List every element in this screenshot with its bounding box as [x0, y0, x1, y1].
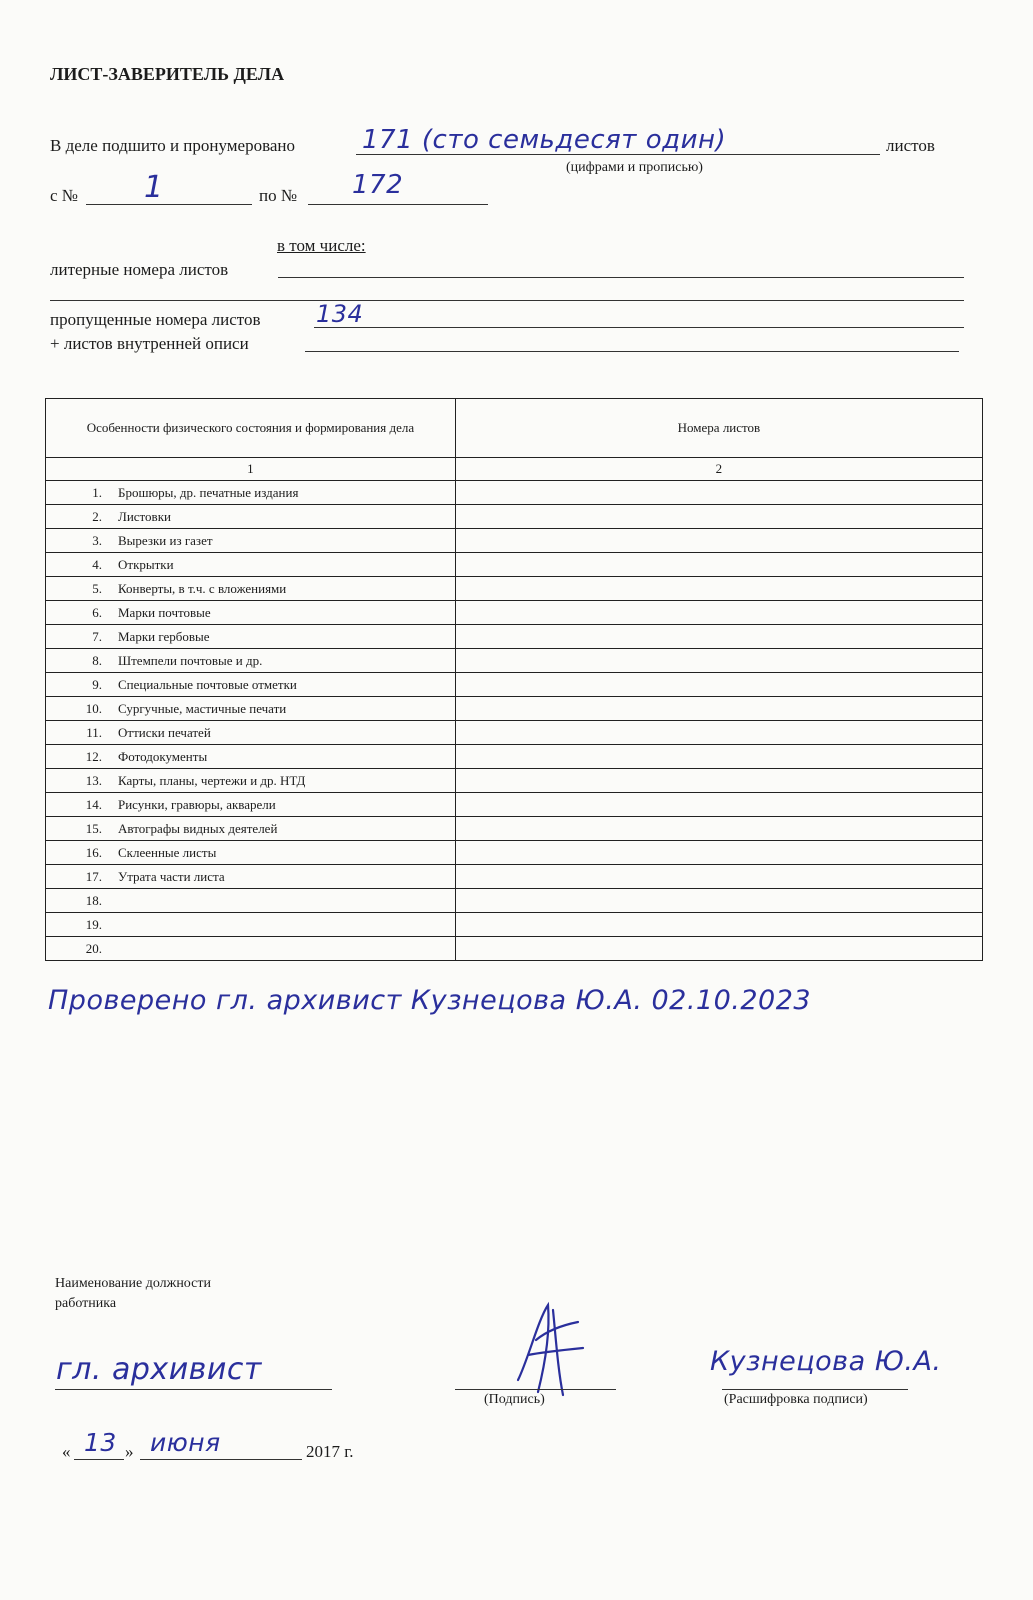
row-label: Автографы видных деятелей [118, 820, 278, 836]
literal-numbers-label: литерные номера листов [50, 260, 229, 279]
range-to-label: по № [259, 186, 298, 205]
table-row [46, 673, 983, 697]
table-row [46, 889, 983, 913]
row-value [455, 937, 982, 961]
document-title: ЛИСТ-ЗАВЕРИТЕЛЬ ДЕЛА [50, 64, 285, 84]
row-value [455, 673, 982, 697]
row-number: 1. [92, 484, 102, 500]
date-day: 13 [84, 1428, 117, 1457]
row-label: Карты, планы, чертежи и др. НТД [118, 772, 306, 788]
row-value [455, 697, 982, 721]
row-number: 16. [85, 844, 102, 860]
row-label: Склеенные листы [118, 844, 217, 860]
row-value [455, 889, 982, 913]
row-number: 3. [92, 532, 102, 548]
decoding-value: Кузнецова Ю.А. [710, 1346, 942, 1377]
row-label: Марки гербовые [118, 628, 210, 644]
table-row [46, 913, 983, 937]
row-value [455, 529, 982, 553]
range-from-label: с № [50, 186, 79, 205]
row-label: Открытки [118, 556, 174, 572]
intro-hint: (цифрами и прописью) [566, 160, 703, 175]
table-row [46, 601, 983, 625]
range-to-value: 172 [352, 170, 404, 200]
including-label: в том числе: [277, 236, 366, 255]
table-row [46, 793, 983, 817]
row-number: 5. [92, 580, 102, 596]
physical-condition-table [45, 398, 983, 961]
row-number: 9. [92, 676, 102, 692]
table-row [46, 481, 983, 505]
intro-suffix: листов [886, 136, 935, 155]
row-number: 12. [85, 748, 102, 764]
table-row [46, 745, 983, 769]
signature-underline [455, 1389, 616, 1390]
inner-inventory-label: + листов внутренней описи [50, 334, 249, 353]
row-number: 13. [85, 772, 102, 788]
position-label-line2: работника [55, 1296, 117, 1311]
date-day-underline [74, 1459, 124, 1460]
date-close-quote: » [125, 1442, 134, 1461]
col1-header: Особенности физического состояния и формирования дела [46, 399, 456, 458]
missing-numbers-label: пропущенные номера листов [50, 310, 261, 329]
table-row [46, 625, 983, 649]
row-number: 15. [85, 820, 102, 836]
row-number: 20. [85, 940, 102, 956]
row-number: 14. [85, 796, 102, 812]
row-value [455, 505, 982, 529]
position-underline [55, 1389, 332, 1390]
row-number: 11. [86, 724, 102, 740]
missing-numbers-value: 134 [316, 300, 364, 328]
position-label-line1: Наименование должности [55, 1276, 211, 1291]
row-value [455, 649, 982, 673]
table-row [46, 529, 983, 553]
date-month: июня [150, 1428, 221, 1457]
row-label: Утрата части листа [118, 868, 225, 884]
row-value [455, 577, 982, 601]
row-number: 19. [85, 916, 102, 932]
table-row [46, 721, 983, 745]
literal-numbers-second-line [50, 300, 964, 301]
row-value [455, 769, 982, 793]
literal-numbers-underline [278, 277, 964, 278]
position-value: гл. архивист [56, 1352, 262, 1387]
decoding-label: (Расшифровка подписи) [724, 1392, 868, 1407]
row-label: Оттиски печатей [118, 724, 211, 740]
row-value [455, 793, 982, 817]
table-row [46, 769, 983, 793]
table-header-row [46, 399, 983, 458]
col2-index: 2 [455, 458, 982, 481]
table-row [46, 937, 983, 961]
signature-label: (Подпись) [484, 1392, 545, 1407]
row-number: 7. [92, 628, 102, 644]
intro-label: В деле подшито и пронумеровано [50, 136, 296, 155]
row-number: 4. [92, 556, 102, 572]
row-value [455, 481, 982, 505]
col2-header: Номера листов [455, 399, 982, 458]
row-value [455, 745, 982, 769]
intro-handwritten: 171 (сто семьдесят один) [362, 125, 727, 155]
table-row [46, 841, 983, 865]
row-label: Рисунки, гравюры, акварели [118, 796, 276, 812]
decoding-underline [722, 1389, 908, 1390]
table-row [46, 817, 983, 841]
row-label: Вырезки из газет [118, 532, 213, 548]
row-number: 17. [85, 868, 102, 884]
row-value [455, 841, 982, 865]
row-label: Сургучные, мастичные печати [118, 700, 287, 716]
row-label: Штемпели почтовые и др. [118, 652, 263, 668]
row-number: 10. [85, 700, 102, 716]
row-value [455, 817, 982, 841]
row-number: 18. [85, 892, 102, 908]
row-value [455, 553, 982, 577]
date-year: 2017 г. [306, 1442, 354, 1461]
table-row [46, 865, 983, 889]
row-value [455, 625, 982, 649]
range-to-underline [308, 204, 488, 205]
table-row [46, 553, 983, 577]
table-row [46, 697, 983, 721]
table-index-row [46, 458, 983, 481]
row-label: Брошюры, др. печатные издания [118, 484, 299, 500]
table-row [46, 649, 983, 673]
table-row [46, 577, 983, 601]
row-value [455, 913, 982, 937]
row-value [455, 601, 982, 625]
row-label: Марки почтовые [118, 604, 211, 620]
row-number: 8. [92, 652, 102, 668]
row-value [455, 721, 982, 745]
date-open-quote: « [62, 1442, 71, 1461]
row-number: 6. [92, 604, 102, 620]
table-row [46, 505, 983, 529]
range-from-underline [86, 204, 252, 205]
row-label: Специальные почтовые отметки [118, 676, 297, 692]
row-value [455, 865, 982, 889]
verification-note: Проверено гл. архивист Кузнецова Ю.А. 02.10.2023 [48, 985, 812, 1016]
row-number: 2. [92, 508, 102, 524]
missing-numbers-underline [314, 327, 964, 328]
range-from-value: 1 [144, 170, 164, 205]
row-label: Конверты, в т.ч. с вложениями [118, 580, 287, 596]
signature-mark [508, 1300, 588, 1400]
row-label: Фотодокументы [118, 748, 208, 764]
date-month-underline [140, 1459, 302, 1460]
row-label: Листовки [118, 508, 171, 524]
col1-index: 1 [46, 458, 456, 481]
inner-inventory-underline [305, 351, 959, 352]
